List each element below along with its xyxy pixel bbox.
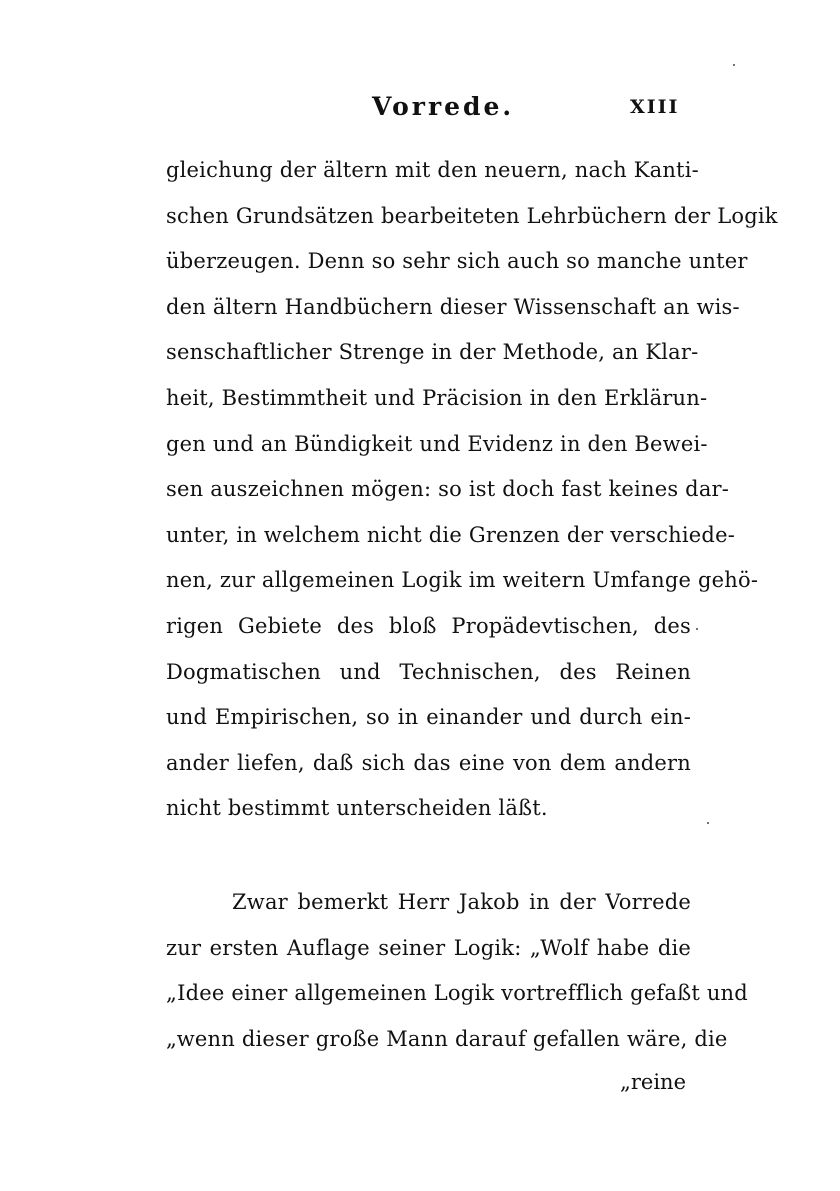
page-number: XIII [630,96,680,118]
text-line: schen Grundsätzen bearbeiteten Lehrbüchern der Logik [166,203,778,228]
text-line: den ältern Handbüchern dieser Wissenschaft an wis- [166,294,740,319]
text-line: sen auszeichnen mögen: so ist doch fast keines dar- [166,477,730,502]
paragraph-2 [166,880,748,1062]
text-line: überzeugen. Denn so sehr sich auch so manche unter [166,249,748,274]
text-line: zur ersten Auflage seiner Logik: „Wolf habe die [166,935,691,960]
paragraph-1 [166,148,778,832]
text-line: und Empirischen, so in einander und durch ein- [166,705,691,730]
text-line: heit, Bestimmtheit und Präcision in den Erklärun- [166,385,708,410]
text-line: unter, in welchem nicht die Grenzen der verschiede- [166,522,735,547]
text-line: senschaftlicher Strenge in der Methode, an Klar- [166,340,699,365]
paper-speck [733,64,735,66]
paper-speck [707,822,709,824]
text-line: ander liefen, daß sich das eine von dem andern [166,750,691,775]
text-line: nen, zur allgemeinen Logik im weitern Umfange gehö- [166,568,759,593]
paper-speck [696,628,698,630]
text-line: rigen Gebiete des bloß Propädevtischen, des [166,613,691,638]
text-line: gleichung der ältern mit den neuern, nach Kanti- [166,158,699,182]
text-line: „Idee einer allgemeinen Logik vortrefflich gefaßt und [166,981,748,1006]
text-line: Dogmatischen und Technischen, des Reinen [166,659,691,684]
catchword: „reine [620,1070,687,1094]
text-line: Zwar bemerkt Herr Jakob in der Vorrede [232,890,691,914]
text-line: gen und an Bündigkeit und Evidenz in den Bewei- [166,431,708,456]
text-line: „wenn dieser große Mann darauf gefallen wäre, die [166,1026,728,1051]
text-line: nicht bestimmt unterscheiden läßt. [166,796,548,821]
running-head-title: Vorrede. [372,92,515,121]
